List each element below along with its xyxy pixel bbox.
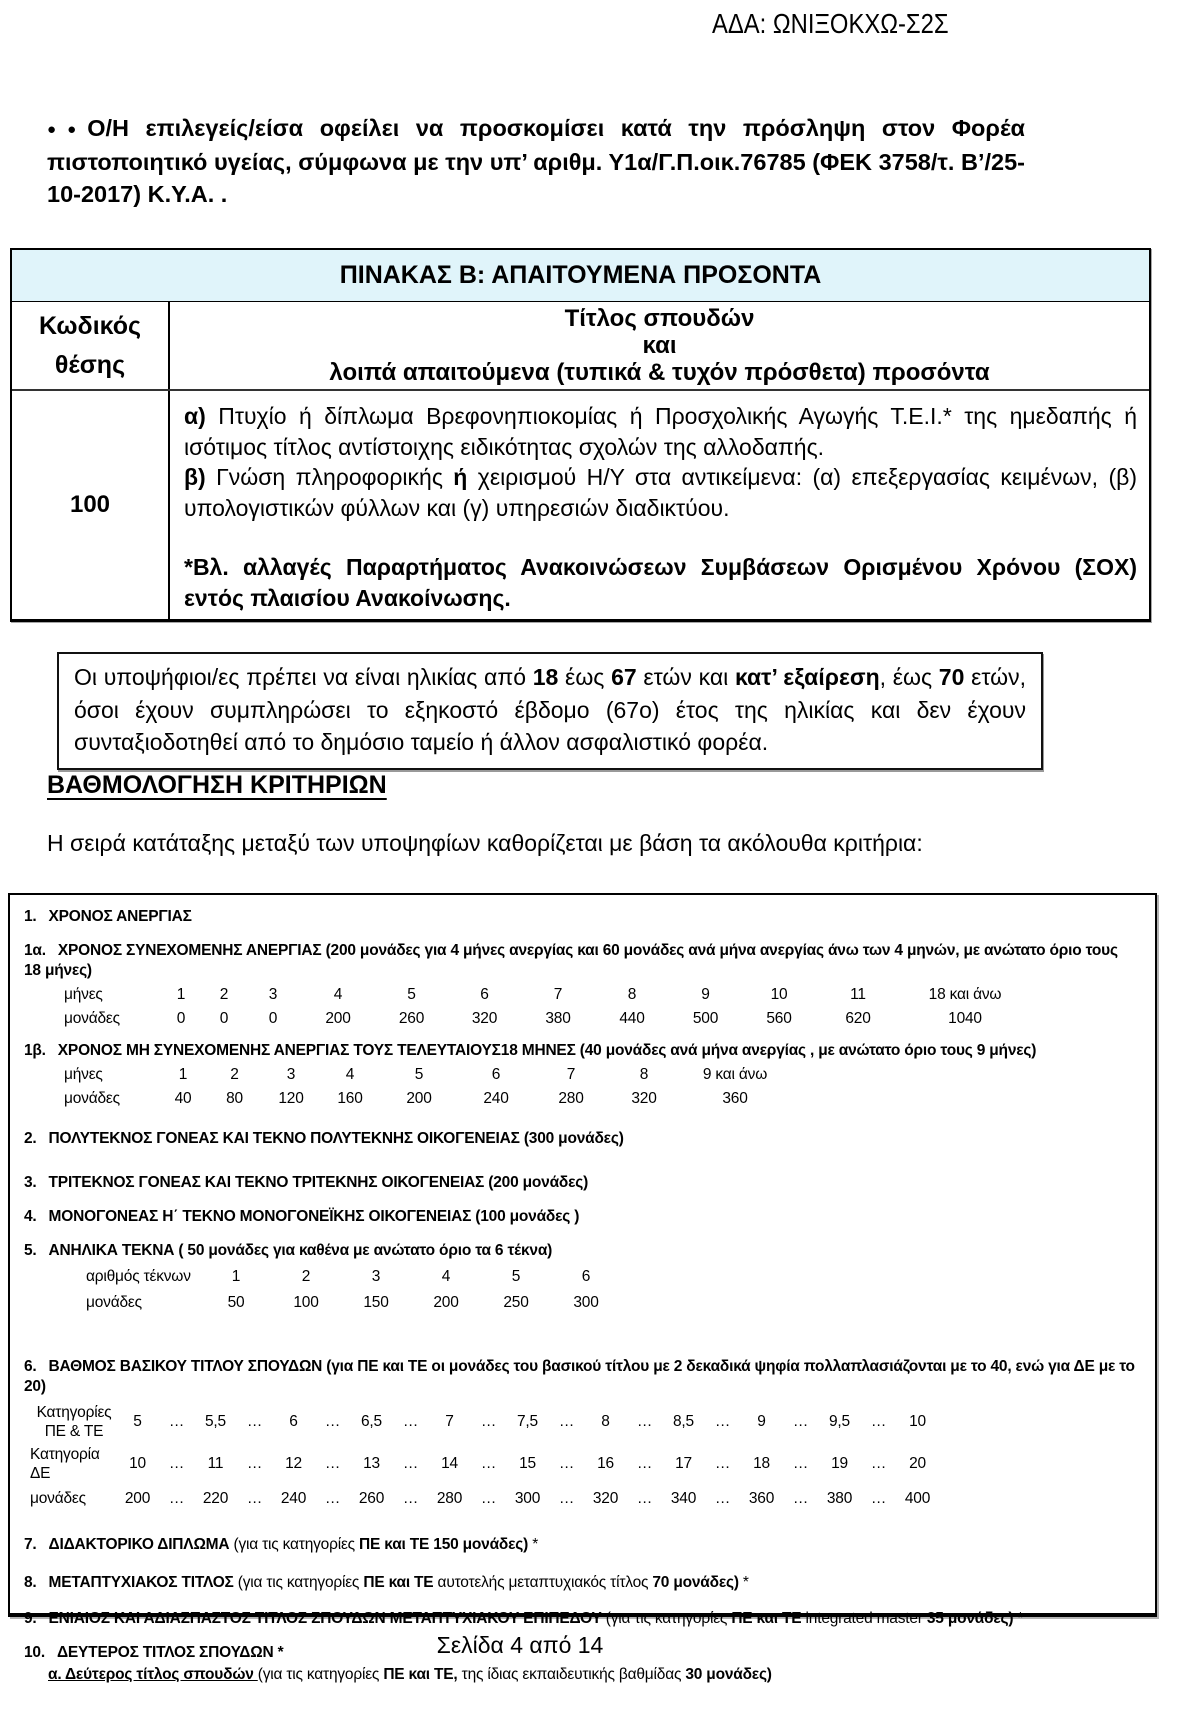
point-value: …	[558, 1490, 575, 1507]
point-value: 320	[471, 1010, 498, 1027]
grade-value: 13	[363, 1455, 380, 1472]
months-row-1a: μήνες 1 2 3 4 5 6 7 8 9 10 11 18 και άνω	[64, 985, 1141, 1005]
points-row-5: μονάδες 50 100 150 200 250 300	[86, 1293, 1141, 1313]
month-value: 1	[178, 1066, 188, 1083]
month-value: 3	[268, 986, 278, 1003]
table-b-header-qualifications	[170, 302, 1149, 389]
month-value: 2	[219, 986, 229, 1003]
criterion-1: 1. ΧΡΟΝΟΣ ΑΝΕΡΓΙΑΣ	[24, 908, 192, 925]
point-value: …	[324, 1490, 341, 1507]
age-limit-box: Οι υποψήφιοι/ες πρέπει να είναι ηλικίας από 18 έως 67 ετών και κατ’ εξαίρεση, έως 70 ετών, όσοι έχουν συμπληρώσει το εξηκοστό έβδομο (67ο) έτος της ηλικίας και δεν έχουν συνταξιοδοτηθεί από το δημόσιο ταμείο ή άλλον ασφαλιστικό φορέα.	[57, 652, 1043, 770]
point-value: 120	[278, 1090, 304, 1107]
month-value: 1	[176, 986, 186, 1003]
children-count: 6	[581, 1268, 591, 1285]
point-value: 500	[692, 1010, 719, 1027]
point-value: 380	[826, 1490, 853, 1507]
grade-value: …	[558, 1455, 575, 1472]
point-value: …	[480, 1490, 497, 1507]
point-value: 340	[670, 1490, 697, 1507]
point-value: 440	[619, 1010, 645, 1027]
point-value: 80	[226, 1090, 243, 1107]
month-value: 7	[553, 986, 563, 1003]
grade-value: 10	[909, 1413, 926, 1430]
criterion-3: 3. ΤΡΙΤΕΚΝΟΣ ΓΟΝΕΑΣ ΚΑΙ ΤΕΚΝΟ ΤΡΙΤΕΚΝΗΣ ΟΙΚΟΓΕΝΕΙΑΣ (200 μονάδες)	[24, 1174, 589, 1191]
point-value: 240	[483, 1090, 509, 1107]
grade-row-de	[30, 1445, 1141, 1483]
month-value: 5	[407, 986, 416, 1003]
position-code: 100	[12, 391, 170, 619]
scoring-heading: ΒΑΘΜΟΛΟΓΗΣΗ ΚΡΙΤΗΡΙΩΝ	[47, 771, 387, 799]
criterion-1a: 1α. ΧΡΟΝΟΣ ΣΥΝΕΧΟΜΕΝΗΣ ΑΝΕΡΓΙΑΣ (200 μονάδες για 4 μήνες ανεργίας και 60 μονάδες ανά μήνα ανεργίας άνω των 4 μηνών, με ανώτατο όριο τους 18 μήνες)	[24, 942, 1118, 979]
month-value: 5	[414, 1066, 424, 1083]
criterion-4: 4. ΜΟΝΟΓΟΝΕΑΣ Η΄ ΤΕΚΝΟ ΜΟΝΟΓΟΝΕΪΚΗΣ ΟΙΚΟΓΕΝΕΙΑΣ (100 μονάδες )	[24, 1208, 580, 1225]
point-value: …	[714, 1490, 731, 1507]
point-value: 320	[631, 1090, 657, 1107]
point-value: 260	[358, 1490, 385, 1507]
month-value: 11	[850, 986, 866, 1003]
point-value: 150	[363, 1294, 389, 1311]
grade-value: 9,5	[829, 1413, 850, 1430]
grade-value: …	[402, 1455, 419, 1472]
months-values-1b	[159, 1065, 790, 1085]
ada-code: ΑΔΑ: ΩΝΙΞΟΚΧΩ-Σ2Σ	[712, 8, 949, 39]
grade-value: 5,5	[205, 1413, 226, 1430]
point-value: 0	[219, 1010, 229, 1027]
criterion-9: 9. ΕΝΙΑΙΟΣ ΚΑΙ ΑΔΙΑΣΠΑΣΤΟΣ ΤΙΤΛΟΣ ΣΠΟΥΔΩΝ ΜΕΤΑΠΤΥΧΙΑΚΟΥ ΕΠΙΠΕΔΟΥ (για τις κατηγορίες ΠΕ και ΤΕ integrated master 35 μονάδες) *	[24, 1610, 1024, 1627]
point-value: 200	[406, 1090, 432, 1107]
point-value: 320	[592, 1490, 619, 1507]
point-value: 50	[227, 1294, 245, 1311]
children-count: 4	[441, 1268, 451, 1285]
point-value: 200	[124, 1490, 151, 1507]
criterion-2: 2. ΠΟΛΥΤΕΚΝΟΣ ΓΟΝΕΑΣ ΚΑΙ ΤΕΚΝΟ ΠΟΛΥΤΕΚΝΗΣ ΟΙΚΟΓΕΝΕΙΑΣ (300 μονάδες)	[24, 1130, 624, 1147]
point-value: 0	[176, 1010, 186, 1027]
grade-value: 16	[597, 1455, 614, 1472]
month-value: 3	[286, 1066, 296, 1083]
requirement-b: β) Γνώση πληροφορικής ή χειρισμού Η/Υ στα αντικείμενα: (α) επεξεργασίας κειμένων, (β) υπολογιστικών φύλλων και (γ) υπηρεσιών διαδικτύου.	[184, 464, 1138, 521]
grade-value: 5	[133, 1413, 142, 1430]
month-value: 4	[345, 1066, 355, 1083]
grade-row-pe-te-label: Κατηγορίες ΠΕ & ΤΕ	[36, 1404, 112, 1440]
children-count: 3	[371, 1268, 381, 1285]
children-count: 1	[231, 1268, 241, 1285]
table-b-header-row	[12, 302, 1149, 391]
children-row-5: αριθμός τέκνων 1 2 3 4 5 6	[86, 1267, 1141, 1287]
point-value: …	[246, 1490, 263, 1507]
criterion-10a: α. Δεύτερος τίτλος σπουδών (για τις κατηγορίες ΠΕ και ΤΕ, της ίδιας εκπαιδευτικής βαθμίδας 30 μονάδες)	[48, 1666, 772, 1683]
month-value: 10	[770, 986, 788, 1003]
month-value: 6	[480, 986, 489, 1003]
point-value: …	[402, 1490, 419, 1507]
points-values-1a	[159, 1009, 1030, 1029]
point-value: …	[168, 1490, 185, 1507]
month-value: 8	[639, 1066, 649, 1083]
points-values-1b	[159, 1089, 790, 1109]
grade-value: 17	[675, 1455, 692, 1472]
grade-value: …	[246, 1455, 263, 1472]
point-value: 220	[202, 1490, 229, 1507]
table-b-title: ΠΙΝΑΚΑΣ Β: ΑΠΑΙΤΟΥΜΕΝΑ ΠΡΟΣΟΝΤΑ	[12, 250, 1149, 302]
grade-values-pe-te	[118, 1412, 937, 1432]
point-value: 240	[280, 1490, 307, 1507]
months-row-1b: μήνες 1 2 3 4 5 6 7 8 9 και άνω	[64, 1065, 1141, 1085]
grade-value: 10	[129, 1455, 146, 1472]
point-value: …	[792, 1490, 809, 1507]
header-code-line2: θέσης	[54, 350, 126, 379]
point-value: 200	[325, 1010, 351, 1027]
children-count: 2	[301, 1268, 311, 1285]
criterion-7: 7. ΔΙΔΑΚΤΟΡΙΚΟ ΔΙΠΛΩΜΑ (για τις κατηγορίες ΠΕ και ΤΕ 150 μονάδες) *	[24, 1536, 539, 1553]
grade-value: 12	[285, 1455, 302, 1472]
point-value: 300	[514, 1490, 541, 1507]
months-values-1a	[159, 985, 1030, 1005]
grade-value: …	[870, 1413, 887, 1430]
points-row-6: μονάδες 200 … 220 … 240 … 260 … 280 … 300 … 320 … 340 … 360 … 380 … 400	[30, 1489, 1141, 1509]
point-value: 380	[545, 1010, 571, 1027]
header-qual-line3: λοιπά απαιτούμενα (τυπικά & τυχόν πρόσθετα) προσόντα	[329, 359, 990, 386]
bullet-icon: ●●	[47, 121, 88, 138]
grade-value: …	[714, 1413, 731, 1430]
criterion-5: 5. ΑΝΗΛΙΚΑ ΤΕΚΝΑ ( 50 μονάδες για καθένα με ανώτατο όριο τα 6 τέκνα)	[24, 1242, 553, 1259]
point-value: 100	[293, 1294, 319, 1311]
grade-value: …	[714, 1455, 731, 1472]
grade-value: …	[870, 1455, 887, 1472]
grade-value: …	[324, 1413, 341, 1430]
point-value: 560	[766, 1010, 792, 1027]
grade-value: …	[636, 1455, 653, 1472]
grade-value: 19	[831, 1455, 848, 1472]
grade-value: …	[792, 1413, 809, 1430]
table-b-required-qualifications	[10, 248, 1151, 622]
point-value: 360	[748, 1490, 775, 1507]
intro-text: Ο/Η επιλεγείς/είσα οφείλει να προσκομίσει κατά την πρόσληψη στον Φορέα πιστοποιητικό υγείας, σύμφωνα με την υπ’ αριθμ. Υ1α/Γ.Π.οικ.76785 (ΦΕΚ 3758/τ. Β’/25-10-2017) Κ.Υ.Α. .	[47, 115, 1025, 207]
grade-value: 18	[753, 1455, 770, 1472]
qualifications-cell	[170, 391, 1149, 619]
points-row-1b: μονάδες 40 80 120 160 200 240 280 320 360	[64, 1089, 1141, 1109]
children-values	[201, 1267, 621, 1287]
criterion-6: 6. ΒΑΘΜΟΣ ΒΑΣΙΚΟΥ ΤΙΤΛΟΥ ΣΠΟΥΔΩΝ (για ΠΕ και ΤΕ οι μονάδες του βασικού τίτλου με 2 δεκαδικά ψηφία πολλαπλασιάζονται με το 40, ενώ για ΔΕ με το 20)	[24, 1358, 1135, 1395]
grade-value: 14	[441, 1455, 458, 1472]
point-value: 0	[268, 1010, 278, 1027]
point-value: 360	[722, 1090, 748, 1107]
grade-value: …	[636, 1413, 653, 1430]
grade-value: …	[246, 1413, 263, 1430]
grade-value: 8,5	[673, 1413, 694, 1430]
grade-value: 9	[757, 1413, 766, 1430]
table-b-data-row	[12, 391, 1149, 619]
header-qual-line1: Τίτλος σπουδών	[564, 305, 755, 332]
grade-value: …	[480, 1413, 497, 1430]
grade-value: …	[402, 1413, 419, 1430]
grade-value: 15	[519, 1455, 536, 1472]
point-value: 260	[398, 1010, 425, 1027]
point-value: 250	[503, 1294, 529, 1311]
grade-value: 6,5	[361, 1413, 382, 1430]
criterion-10: 10. ΔΕΥΤΕΡΟΣ ΤΙΤΛΟΣ ΣΠΟΥΔΩΝ *	[24, 1644, 284, 1661]
grade-value: …	[792, 1455, 809, 1472]
point-value: 280	[558, 1090, 584, 1107]
table-b-footnote: *Βλ. αλλαγές Παραρτήματος Ανακοινώσεων Συμβάσεων Ορισμένου Χρόνου (ΣΟΧ) εντός πλαισίου Ανακοίνωσης.	[184, 554, 1137, 611]
grade-value: …	[324, 1455, 341, 1472]
point-value: 40	[174, 1090, 192, 1107]
point-value: 400	[904, 1490, 931, 1507]
table-b-header-code	[12, 302, 170, 389]
month-value: 4	[333, 986, 343, 1003]
point-value: …	[636, 1490, 653, 1507]
point-value: 1040	[948, 1010, 982, 1027]
grade-value: 7	[445, 1413, 454, 1430]
month-value: 8	[627, 986, 637, 1003]
grade-value: …	[480, 1455, 497, 1472]
grade-values-de	[118, 1454, 937, 1474]
grade-value: …	[558, 1413, 575, 1430]
point-value: 280	[436, 1490, 463, 1507]
month-value: 2	[230, 1066, 239, 1083]
header-code-line1: Κωδικός	[38, 311, 142, 340]
points-values-6	[118, 1489, 937, 1509]
month-value: 18 και άνω	[928, 986, 1002, 1003]
children-count: 5	[511, 1268, 521, 1285]
header-qual-line2: και	[642, 332, 677, 359]
grade-value: 8	[601, 1413, 610, 1430]
grade-value: 7,5	[517, 1413, 538, 1430]
grade-value: 6	[289, 1413, 298, 1430]
criterion-1b: 1β. ΧΡΟΝΟΣ ΜΗ ΣΥΝΕΧΟΜΕΝΗΣ ΑΝΕΡΓΙΑΣ ΤΟΥΣ ΤΕΛΕΥΤΑΙΟΥΣ18 ΜΗΝΕΣ (40 μονάδες ανά μήνα ανεργίας , με ανώτατο όριο τους 9 μήνες)	[24, 1042, 1037, 1059]
month-value: 6	[491, 1066, 501, 1083]
grade-value: 20	[909, 1455, 926, 1472]
criterion-8: 8. ΜΕΤΑΠΤΥΧΙΑΚΟΣ ΤΙΤΛΟΣ (για τις κατηγορίες ΠΕ και ΤΕ αυτοτελής μεταπτυχιακός τίτλος 70 μονάδες) *	[24, 1574, 749, 1591]
points-values-5	[201, 1293, 621, 1313]
point-value: 300	[573, 1294, 599, 1311]
points-row-1a: μονάδες 0 0 0 200 260 320 380 440 500 560 620 1040	[64, 1009, 1141, 1029]
month-value: 9 και άνω	[702, 1066, 768, 1083]
intro-paragraph	[47, 112, 1025, 210]
scoring-intro: Η σειρά κατάταξης μεταξύ των υποψηφίων καθορίζεται με βάση τα ακόλουθα κριτήρια:	[47, 830, 923, 856]
point-value: 620	[845, 1010, 871, 1027]
grade-value: 11	[207, 1455, 224, 1472]
point-value: …	[870, 1490, 887, 1507]
point-value: 160	[337, 1090, 363, 1107]
point-value: 200	[433, 1294, 459, 1311]
month-value: 7	[566, 1066, 576, 1083]
grade-row-de-label: Κατηγορία ΔΕ	[30, 1446, 100, 1482]
requirement-a: α) Πτυχίο ή δίπλωμα Βρεφονηπιοκομίας ή Προσχολικής Αγωγής Τ.Ε.Ι.* της ημεδαπής ή ισότιμος τίτλος αντίστοιχης ειδικότητας σχολών της αλλοδαπής.	[184, 403, 1137, 460]
grade-row-pe-te	[30, 1403, 1141, 1441]
month-value: 9	[701, 986, 710, 1003]
grade-value: …	[168, 1455, 185, 1472]
grade-value: …	[168, 1413, 185, 1430]
page-number: Σελίδα 4 από 14	[436, 1632, 604, 1658]
